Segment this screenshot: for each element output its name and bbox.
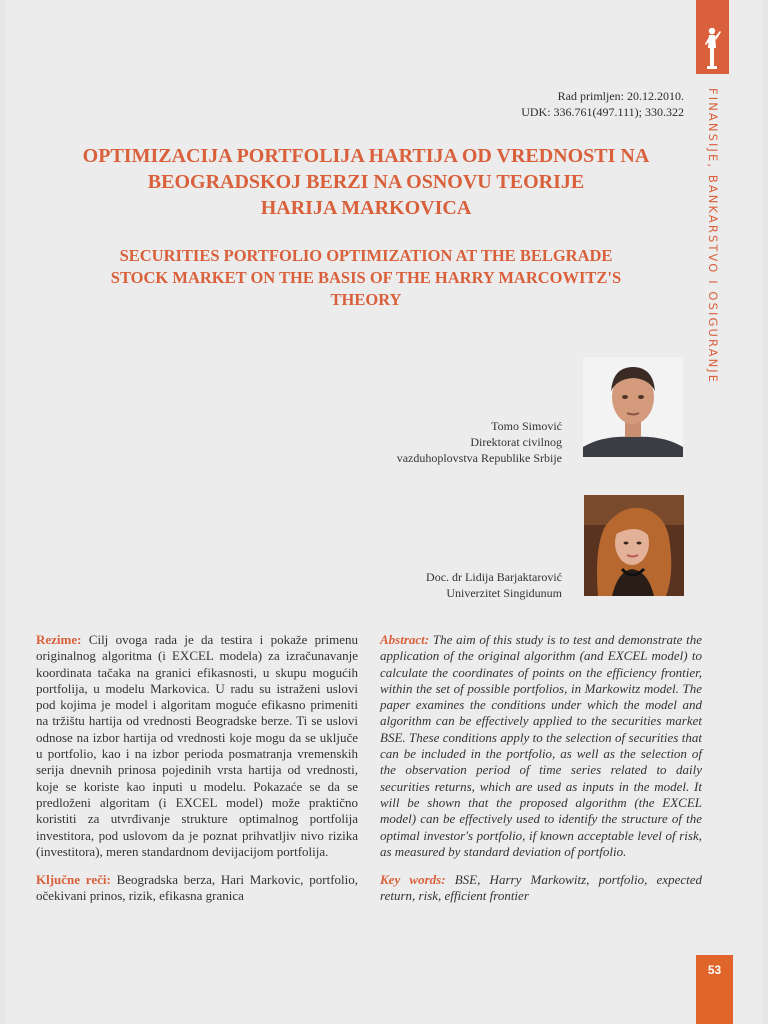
- author-2-photo: [584, 495, 684, 596]
- keywords-sr-label: Ključne reči:: [36, 872, 111, 888]
- article-meta: [521, 88, 684, 120]
- keywords-en: [380, 872, 702, 905]
- abstract-en-label: Abstract:: [380, 632, 430, 647]
- title-serbian: [40, 143, 692, 221]
- title-en-line: STOCK MARKET ON THE BASIS OF THE HARRY MARCOWITZ'S: [110, 268, 622, 287]
- abstract-en-paragraph: [380, 632, 702, 860]
- woman-portrait-image: [584, 495, 684, 596]
- title-en-line: SECURITIES PORTFOLIO OPTIMIZATION AT THE BELGRADE: [119, 246, 613, 265]
- author-1-photo: [583, 357, 683, 457]
- abstract-english: [380, 632, 702, 905]
- journal-tab: [696, 0, 729, 74]
- abstract-serbian: [36, 632, 358, 905]
- author-affiliation: Univerzitet Singidunum: [446, 586, 562, 600]
- title-en-line: THEORY: [330, 290, 402, 309]
- author-1: [397, 418, 562, 466]
- statue-figure-icon: [702, 26, 722, 72]
- author-affiliation: vazduhoplovstva Republike Srbije: [396, 451, 562, 465]
- abstract-sr-paragraph: [36, 632, 358, 860]
- title-sr-line: OPTIMIZACIJA PORTFOLIJA HARTIJA OD VREDNOSTI NA: [82, 145, 650, 167]
- keywords-en-label: Key words:: [380, 872, 446, 888]
- keywords-sr: [36, 872, 358, 905]
- journal-side-title: FINANSIJE, BANKARSTVO I OSIGURANJE: [706, 88, 720, 385]
- abstract-sr-text: Cilj ovoga rada je da testira i pokaže primenu originalnog algoritma (i EXCEL modela) za izračunavanje koordinata tačaka na granici efikasnosti, u skupu mogućih portfolija, u modelu Markovica. U radu su istraženi uslovi pod kojima je model i algoritam moguće efikasno primeniti na tržištu hartija od vrednosti Beogradske berze. Ti se uslovi odnose na izbor hartija od vrednosti koje mogu da se uključe u portfolio, kao i na izbor perioda posmatranja vremenskih serija dnevnih prinosa pojedinih vrsta hartija od vrednosti, koje se koriste kao inputi u modelu. Pokazaće se da se predloženi algoritam (i EXCEL model) može praktično koristiti za utvrđivanje strukture optimalnog portfolija investitora, pod uslovom da je poznat prihvatljiv nivo rizika (investitora), meren standardnom devijacijom portfolija.: [36, 632, 359, 859]
- title-sr-line: BEOGRADSKOJ BERZI NA OSNOVU TEORIJE: [147, 171, 585, 193]
- title-sr-line: HARIJA MARKOVICA: [260, 197, 472, 219]
- abstract-en-text: The aim of this study is to test and demonstrate the application of the original algorithm (and EXCEL model) to calculate the coordinates of points on the efficiency frontier, within the set of possible portfolios, in Markowitz model. The paper examines the conditions under which the model and algorithm can be effectively applied to the securities market BSE. These conditions apply to the selection of securities that can be included in the portfolio, as well as the selection of the observation period of time series related to daily securities returns, which are used as inputs in the model. It will be shown that the proposed algorithm (the EXCEL model) can be effectively used to identify the structure of the optimal investor's portfolio, if known acceptable level of risk, as measured by standard deviation of portfolio.: [380, 632, 702, 859]
- page-number: 53: [696, 955, 733, 1024]
- man-portrait-image: [583, 357, 683, 457]
- received-date: Rad primljen: 20.12.2010.: [557, 89, 684, 103]
- author-name: Doc. dr Lidija Barjaktarović: [426, 570, 562, 584]
- author-name: Tomo Simović: [491, 419, 562, 433]
- udk-code: UDK: 336.761(497.111); 330.322: [521, 105, 684, 119]
- keywords-en-text: BSE, Harry Markowitz, portfolio, expected return, risk, efficient frontier: [380, 872, 702, 904]
- keywords-sr-text: Beogradska berza, Hari Markovic, portfolio, očekivani prinos, rizik, efikasna granica: [36, 872, 358, 904]
- author-2: [426, 569, 562, 601]
- abstract-sr-label: Rezime:: [36, 632, 82, 647]
- author-affiliation: Direktorat civilnog: [470, 435, 562, 449]
- title-english: [40, 245, 692, 311]
